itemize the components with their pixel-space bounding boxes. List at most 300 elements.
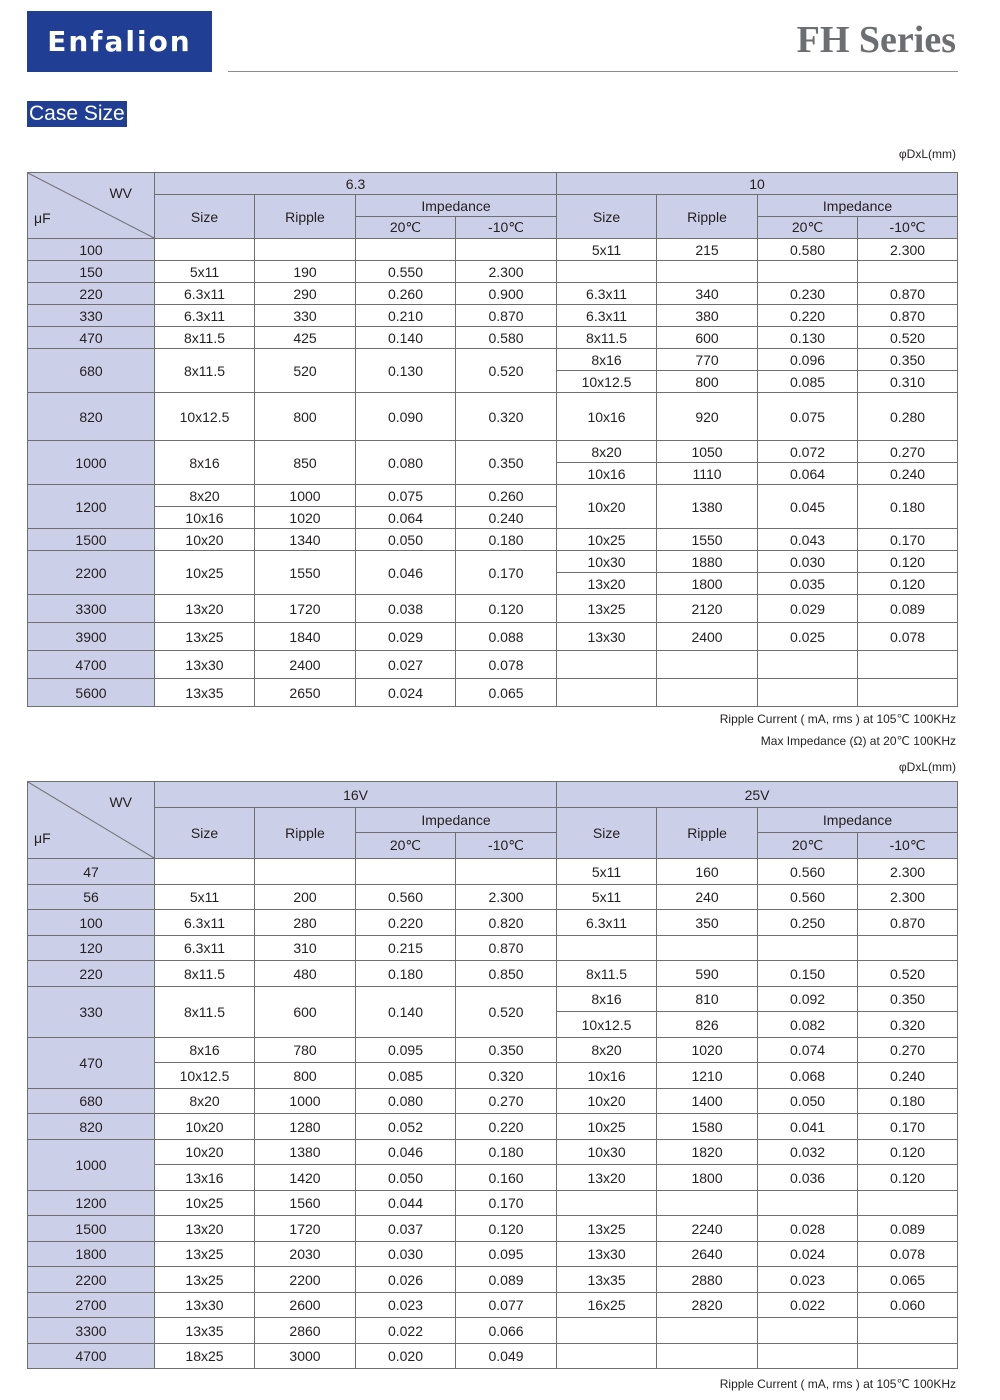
right-impedance-20-cell — [758, 936, 858, 961]
capacitance-cell: 56 — [28, 885, 155, 910]
table-row — [28, 1165, 958, 1191]
capacitance-cell: 330 — [28, 987, 155, 1038]
left-size-cell: 13x20 — [155, 595, 255, 623]
left-impedance-minus10-cell: 0.049 — [456, 1344, 557, 1369]
left-impedance-20-cell: 0.022 — [356, 1318, 456, 1344]
corner-header — [28, 173, 155, 239]
right-ripple-cell: 350 — [657, 910, 758, 936]
left-ripple-cell: 3000 — [255, 1344, 356, 1369]
left-impedance-minus10-cell: 0.240 — [456, 507, 557, 529]
right-ripple-cell: 1550 — [657, 529, 758, 551]
right-size-cell: 10x30 — [557, 551, 657, 573]
table-row — [28, 529, 958, 551]
right-impedance-20-cell: 0.025 — [758, 623, 858, 651]
case-size-table-2 — [27, 781, 958, 1369]
table-row — [28, 327, 958, 349]
temp-20-header: 20℃ — [758, 833, 858, 859]
right-size-cell: 8x16 — [557, 349, 657, 371]
voltage-header: 6.3 — [155, 173, 557, 195]
right-impedance-20-cell: 0.035 — [758, 573, 858, 595]
capacitance-cell: 3300 — [28, 595, 155, 623]
table-row — [28, 961, 958, 987]
left-ripple-cell: 190 — [255, 261, 356, 283]
ripple-header: Ripple — [255, 808, 356, 859]
table-row — [28, 987, 958, 1012]
left-impedance-minus10-cell: 0.120 — [456, 1216, 557, 1242]
table-row — [28, 595, 958, 623]
ripple-note-2: Ripple Current ( mA, rms ) at 105℃ 100KHz — [719, 1377, 956, 1391]
right-impedance-minus10-cell: 0.870 — [858, 305, 958, 327]
left-size-cell: 8x11.5 — [155, 327, 255, 349]
left-impedance-minus10-cell: 0.520 — [456, 349, 557, 393]
left-impedance-minus10-cell: 0.065 — [456, 679, 557, 707]
left-size-cell: 8x20 — [155, 485, 255, 507]
uf-label: μF — [34, 210, 51, 226]
capacitance-cell: 1000 — [28, 1140, 155, 1191]
right-size-cell — [557, 1318, 657, 1344]
capacitance-cell: 100 — [28, 910, 155, 936]
left-impedance-20-cell — [356, 239, 456, 261]
right-ripple-cell — [657, 261, 758, 283]
left-ripple-cell: 480 — [255, 961, 356, 987]
left-ripple-cell: 1840 — [255, 623, 356, 651]
right-ripple-cell: 160 — [657, 859, 758, 885]
left-impedance-minus10-cell: 2.300 — [456, 885, 557, 910]
right-impedance-20-cell: 0.072 — [758, 441, 858, 463]
left-impedance-minus10-cell: 0.089 — [456, 1267, 557, 1293]
unit-label: φDxL(mm) — [898, 147, 956, 161]
left-impedance-20-cell: 0.140 — [356, 327, 456, 349]
left-impedance-minus10-cell: 0.260 — [456, 485, 557, 507]
capacitance-cell: 47 — [28, 859, 155, 885]
left-impedance-minus10-cell: 0.095 — [456, 1242, 557, 1267]
left-size-cell: 6.3x11 — [155, 936, 255, 961]
capacitance-cell: 1000 — [28, 441, 155, 485]
ripple-header: Ripple — [657, 195, 758, 239]
right-impedance-20-cell: 0.130 — [758, 327, 858, 349]
left-impedance-minus10-cell: 0.520 — [456, 987, 557, 1038]
left-impedance-minus10-cell: 2.300 — [456, 261, 557, 283]
right-size-cell: 10x25 — [557, 529, 657, 551]
left-ripple-cell: 2600 — [255, 1293, 356, 1318]
left-impedance-minus10-cell: 0.870 — [456, 305, 557, 327]
left-ripple-cell: 2200 — [255, 1267, 356, 1293]
left-impedance-20-cell: 0.020 — [356, 1344, 456, 1369]
right-impedance-minus10-cell: 2.300 — [858, 239, 958, 261]
left-size-cell: 10x12.5 — [155, 1063, 255, 1089]
right-ripple-cell: 2640 — [657, 1242, 758, 1267]
right-impedance-minus10-cell: 0.089 — [858, 595, 958, 623]
table-row — [28, 859, 958, 885]
voltage-header: 25V — [557, 782, 958, 808]
left-impedance-minus10-cell: 0.077 — [456, 1293, 557, 1318]
right-size-cell: 5x11 — [557, 885, 657, 910]
right-impedance-20-cell — [758, 1318, 858, 1344]
left-ripple-cell — [255, 859, 356, 885]
left-impedance-minus10-cell: 0.350 — [456, 441, 557, 485]
right-impedance-minus10-cell — [858, 679, 958, 707]
left-impedance-20-cell: 0.085 — [356, 1063, 456, 1089]
left-size-cell: 13x25 — [155, 623, 255, 651]
table-row — [28, 485, 958, 507]
left-ripple-cell: 1020 — [255, 507, 356, 529]
left-ripple-cell: 200 — [255, 885, 356, 910]
table-row — [28, 1344, 958, 1369]
size-header: Size — [155, 195, 255, 239]
left-ripple-cell: 425 — [255, 327, 356, 349]
right-impedance-20-cell: 0.064 — [758, 463, 858, 485]
left-impedance-20-cell: 0.064 — [356, 507, 456, 529]
left-size-cell: 10x20 — [155, 1114, 255, 1140]
right-impedance-20-cell: 0.032 — [758, 1140, 858, 1165]
right-impedance-20-cell: 0.029 — [758, 595, 858, 623]
diagonal-line — [28, 782, 154, 858]
left-impedance-minus10-cell: 0.078 — [456, 651, 557, 679]
left-impedance-minus10-cell: 0.320 — [456, 393, 557, 441]
right-ripple-cell: 2240 — [657, 1216, 758, 1242]
left-size-cell: 5x11 — [155, 885, 255, 910]
left-ripple-cell: 600 — [255, 987, 356, 1038]
capacitance-cell: 1200 — [28, 485, 155, 529]
left-ripple-cell: 330 — [255, 305, 356, 327]
left-size-cell: 6.3x11 — [155, 283, 255, 305]
right-impedance-minus10-cell: 0.240 — [858, 463, 958, 485]
left-impedance-minus10-cell: 0.088 — [456, 623, 557, 651]
table-row — [28, 1063, 958, 1089]
right-impedance-20-cell — [758, 1344, 858, 1369]
right-impedance-20-cell: 0.250 — [758, 910, 858, 936]
left-size-cell: 8x11.5 — [155, 349, 255, 393]
right-impedance-20-cell — [758, 1191, 858, 1216]
right-size-cell: 13x30 — [557, 623, 657, 651]
impedance-header: Impedance — [356, 808, 557, 833]
left-impedance-20-cell: 0.215 — [356, 936, 456, 961]
right-size-cell — [557, 651, 657, 679]
capacitance-cell: 2200 — [28, 1267, 155, 1293]
left-impedance-20-cell: 0.044 — [356, 1191, 456, 1216]
left-ripple-cell: 850 — [255, 441, 356, 485]
right-impedance-minus10-cell: 0.310 — [858, 371, 958, 393]
table-row — [28, 1293, 958, 1318]
right-ripple-cell: 826 — [657, 1012, 758, 1038]
right-impedance-20-cell: 0.580 — [758, 239, 858, 261]
left-impedance-20-cell: 0.024 — [356, 679, 456, 707]
right-ripple-cell: 2120 — [657, 595, 758, 623]
table-row — [28, 1140, 958, 1165]
capacitance-cell: 330 — [28, 305, 155, 327]
right-size-cell: 13x20 — [557, 573, 657, 595]
table-row — [28, 1318, 958, 1344]
right-size-cell: 10x20 — [557, 485, 657, 529]
impedance-header: Impedance — [758, 195, 958, 217]
right-ripple-cell: 590 — [657, 961, 758, 987]
capacitance-cell: 820 — [28, 1114, 155, 1140]
left-impedance-minus10-cell: 0.820 — [456, 910, 557, 936]
impedance-header: Impedance — [758, 808, 958, 833]
right-impedance-20-cell — [758, 651, 858, 679]
right-impedance-minus10-cell: 0.180 — [858, 485, 958, 529]
table-row — [28, 623, 958, 651]
left-size-cell: 8x11.5 — [155, 987, 255, 1038]
left-size-cell: 18x25 — [155, 1344, 255, 1369]
left-size-cell: 5x11 — [155, 261, 255, 283]
right-ripple-cell: 2400 — [657, 623, 758, 651]
left-impedance-minus10-cell: 0.170 — [456, 1191, 557, 1216]
right-size-cell — [557, 936, 657, 961]
right-ripple-cell: 1020 — [657, 1038, 758, 1063]
left-impedance-20-cell: 0.560 — [356, 885, 456, 910]
ripple-header: Ripple — [255, 195, 356, 239]
right-impedance-20-cell: 0.075 — [758, 393, 858, 441]
left-ripple-cell: 1000 — [255, 1089, 356, 1114]
left-impedance-20-cell: 0.220 — [356, 910, 456, 936]
left-impedance-minus10-cell — [456, 239, 557, 261]
left-impedance-minus10-cell — [456, 859, 557, 885]
left-impedance-minus10-cell: 0.066 — [456, 1318, 557, 1344]
right-size-cell: 8x20 — [557, 441, 657, 463]
left-size-cell: 13x25 — [155, 1267, 255, 1293]
right-impedance-20-cell: 0.074 — [758, 1038, 858, 1063]
right-impedance-20-cell: 0.023 — [758, 1267, 858, 1293]
right-impedance-minus10-cell: 0.520 — [858, 961, 958, 987]
right-impedance-20-cell: 0.560 — [758, 885, 858, 910]
right-ripple-cell: 1050 — [657, 441, 758, 463]
size-header: Size — [557, 808, 657, 859]
right-impedance-minus10-cell: 0.270 — [858, 441, 958, 463]
right-ripple-cell: 1820 — [657, 1140, 758, 1165]
right-impedance-20-cell: 0.082 — [758, 1012, 858, 1038]
left-impedance-20-cell: 0.075 — [356, 485, 456, 507]
left-impedance-minus10-cell: 0.180 — [456, 529, 557, 551]
temp-20-header: 20℃ — [356, 833, 456, 859]
right-impedance-minus10-cell: 2.300 — [858, 859, 958, 885]
right-size-cell: 10x20 — [557, 1089, 657, 1114]
right-impedance-minus10-cell: 0.320 — [858, 1012, 958, 1038]
left-impedance-minus10-cell: 0.170 — [456, 551, 557, 595]
left-ripple-cell: 2860 — [255, 1318, 356, 1344]
right-ripple-cell: 240 — [657, 885, 758, 910]
right-impedance-20-cell: 0.022 — [758, 1293, 858, 1318]
left-impedance-20-cell: 0.140 — [356, 987, 456, 1038]
right-size-cell: 13x25 — [557, 1216, 657, 1242]
left-impedance-minus10-cell: 0.220 — [456, 1114, 557, 1140]
table-row — [28, 1267, 958, 1293]
left-impedance-minus10-cell: 0.850 — [456, 961, 557, 987]
right-impedance-minus10-cell: 0.120 — [858, 1140, 958, 1165]
right-ripple-cell: 600 — [657, 327, 758, 349]
left-size-cell: 8x16 — [155, 441, 255, 485]
left-ripple-cell: 280 — [255, 910, 356, 936]
right-impedance-20-cell: 0.068 — [758, 1063, 858, 1089]
series-title: FH Series — [796, 19, 956, 61]
left-ripple-cell: 1000 — [255, 485, 356, 507]
capacitance-cell: 1500 — [28, 529, 155, 551]
right-impedance-20-cell: 0.041 — [758, 1114, 858, 1140]
corner-header — [28, 782, 155, 859]
right-size-cell: 10x25 — [557, 1114, 657, 1140]
left-impedance-20-cell — [356, 859, 456, 885]
left-ripple-cell: 780 — [255, 1038, 356, 1063]
table-row — [28, 1114, 958, 1140]
left-size-cell: 13x35 — [155, 1318, 255, 1344]
right-impedance-minus10-cell: 0.065 — [858, 1267, 958, 1293]
right-impedance-20-cell: 0.028 — [758, 1216, 858, 1242]
right-impedance-minus10-cell: 0.870 — [858, 910, 958, 936]
left-size-cell: 13x30 — [155, 651, 255, 679]
right-size-cell — [557, 1191, 657, 1216]
right-size-cell: 13x25 — [557, 595, 657, 623]
right-impedance-minus10-cell — [858, 1318, 958, 1344]
left-size-cell: 10x20 — [155, 1140, 255, 1165]
right-size-cell: 5x11 — [557, 859, 657, 885]
right-impedance-minus10-cell: 0.078 — [858, 1242, 958, 1267]
table-row — [28, 1216, 958, 1242]
left-impedance-20-cell: 0.046 — [356, 1140, 456, 1165]
left-size-cell: 10x25 — [155, 1191, 255, 1216]
left-impedance-20-cell: 0.050 — [356, 529, 456, 551]
left-impedance-20-cell: 0.046 — [356, 551, 456, 595]
temp-20-header: 20℃ — [356, 217, 456, 239]
ripple-header: Ripple — [657, 808, 758, 859]
right-impedance-minus10-cell: 0.350 — [858, 349, 958, 371]
left-impedance-minus10-cell: 0.900 — [456, 283, 557, 305]
left-size-cell — [155, 239, 255, 261]
right-impedance-20-cell: 0.096 — [758, 349, 858, 371]
table-row — [28, 261, 958, 283]
capacitance-cell: 3300 — [28, 1318, 155, 1344]
right-impedance-20-cell: 0.045 — [758, 485, 858, 529]
temp-20-header: 20℃ — [758, 217, 858, 239]
right-impedance-minus10-cell: 0.170 — [858, 529, 958, 551]
left-size-cell: 8x16 — [155, 1038, 255, 1063]
right-size-cell: 10x16 — [557, 1063, 657, 1089]
capacitance-cell: 100 — [28, 239, 155, 261]
left-impedance-20-cell: 0.027 — [356, 651, 456, 679]
left-ripple-cell: 1380 — [255, 1140, 356, 1165]
right-ripple-cell — [657, 679, 758, 707]
right-ripple-cell: 380 — [657, 305, 758, 327]
right-impedance-minus10-cell: 0.520 — [858, 327, 958, 349]
unit-label-2: φDxL(mm) — [898, 760, 956, 774]
right-impedance-20-cell: 0.036 — [758, 1165, 858, 1191]
right-ripple-cell: 920 — [657, 393, 758, 441]
right-impedance-minus10-cell: 2.300 — [858, 885, 958, 910]
left-impedance-20-cell: 0.023 — [356, 1293, 456, 1318]
left-ripple-cell: 800 — [255, 393, 356, 441]
table-row — [28, 885, 958, 910]
right-ripple-cell: 1380 — [657, 485, 758, 529]
left-size-cell: 13x35 — [155, 679, 255, 707]
left-size-cell: 13x16 — [155, 1165, 255, 1191]
table-row — [28, 1089, 958, 1114]
left-impedance-minus10-cell: 0.350 — [456, 1038, 557, 1063]
capacitance-cell: 680 — [28, 1089, 155, 1114]
right-impedance-minus10-cell — [858, 1344, 958, 1369]
right-size-cell: 6.3x11 — [557, 305, 657, 327]
right-ripple-cell: 1580 — [657, 1114, 758, 1140]
capacitance-cell: 1200 — [28, 1191, 155, 1216]
impedance-header: Impedance — [356, 195, 557, 217]
left-impedance-minus10-cell: 0.270 — [456, 1089, 557, 1114]
capacitance-cell: 4700 — [28, 1344, 155, 1369]
right-size-cell: 10x16 — [557, 393, 657, 441]
right-size-cell: 5x11 — [557, 239, 657, 261]
right-size-cell: 8x20 — [557, 1038, 657, 1063]
right-ripple-cell — [657, 1318, 758, 1344]
left-impedance-20-cell: 0.030 — [356, 1242, 456, 1267]
right-size-cell: 6.3x11 — [557, 283, 657, 305]
left-impedance-20-cell: 0.210 — [356, 305, 456, 327]
capacitance-cell: 220 — [28, 961, 155, 987]
table-row — [28, 551, 958, 573]
right-size-cell: 10x12.5 — [557, 1012, 657, 1038]
capacitance-cell: 2200 — [28, 551, 155, 595]
right-impedance-minus10-cell — [858, 1191, 958, 1216]
temp-minus10-header: -10℃ — [858, 217, 958, 239]
right-impedance-20-cell — [758, 679, 858, 707]
left-size-cell: 6.3x11 — [155, 305, 255, 327]
size-header: Size — [155, 808, 255, 859]
right-impedance-20-cell: 0.030 — [758, 551, 858, 573]
right-ripple-cell: 1210 — [657, 1063, 758, 1089]
left-impedance-20-cell: 0.037 — [356, 1216, 456, 1242]
table-row — [28, 305, 958, 327]
temp-minus10-header: -10℃ — [858, 833, 958, 859]
left-ripple-cell: 2400 — [255, 651, 356, 679]
right-ripple-cell: 1400 — [657, 1089, 758, 1114]
right-size-cell — [557, 261, 657, 283]
right-impedance-minus10-cell: 0.170 — [858, 1114, 958, 1140]
right-ripple-cell: 215 — [657, 239, 758, 261]
right-size-cell — [557, 679, 657, 707]
right-size-cell: 13x30 — [557, 1242, 657, 1267]
left-size-cell: 10x25 — [155, 551, 255, 595]
right-impedance-20-cell: 0.085 — [758, 371, 858, 393]
left-size-cell: 10x16 — [155, 507, 255, 529]
left-impedance-20-cell: 0.080 — [356, 441, 456, 485]
right-impedance-minus10-cell: 0.120 — [858, 1165, 958, 1191]
right-size-cell: 10x16 — [557, 463, 657, 485]
left-ripple-cell: 1720 — [255, 1216, 356, 1242]
capacitance-cell: 470 — [28, 327, 155, 349]
right-impedance-20-cell: 0.024 — [758, 1242, 858, 1267]
right-impedance-minus10-cell — [858, 261, 958, 283]
right-impedance-minus10-cell: 0.270 — [858, 1038, 958, 1063]
right-impedance-20-cell — [758, 261, 858, 283]
right-ripple-cell — [657, 1344, 758, 1369]
right-size-cell — [557, 1344, 657, 1369]
capacitance-cell: 150 — [28, 261, 155, 283]
left-impedance-20-cell: 0.038 — [356, 595, 456, 623]
right-impedance-minus10-cell: 0.089 — [858, 1216, 958, 1242]
right-size-cell: 10x30 — [557, 1140, 657, 1165]
case-size-table-1 — [27, 172, 958, 707]
right-impedance-minus10-cell: 0.180 — [858, 1089, 958, 1114]
left-ripple-cell: 2650 — [255, 679, 356, 707]
right-size-cell: 8x11.5 — [557, 327, 657, 349]
left-size-cell: 13x20 — [155, 1216, 255, 1242]
right-ripple-cell — [657, 651, 758, 679]
right-impedance-20-cell: 0.092 — [758, 987, 858, 1012]
right-impedance-minus10-cell: 0.120 — [858, 573, 958, 595]
left-size-cell — [155, 859, 255, 885]
right-impedance-minus10-cell: 0.240 — [858, 1063, 958, 1089]
right-size-cell: 10x12.5 — [557, 371, 657, 393]
capacitance-cell: 5600 — [28, 679, 155, 707]
right-impedance-minus10-cell: 0.280 — [858, 393, 958, 441]
right-ripple-cell — [657, 936, 758, 961]
right-ripple-cell: 800 — [657, 371, 758, 393]
